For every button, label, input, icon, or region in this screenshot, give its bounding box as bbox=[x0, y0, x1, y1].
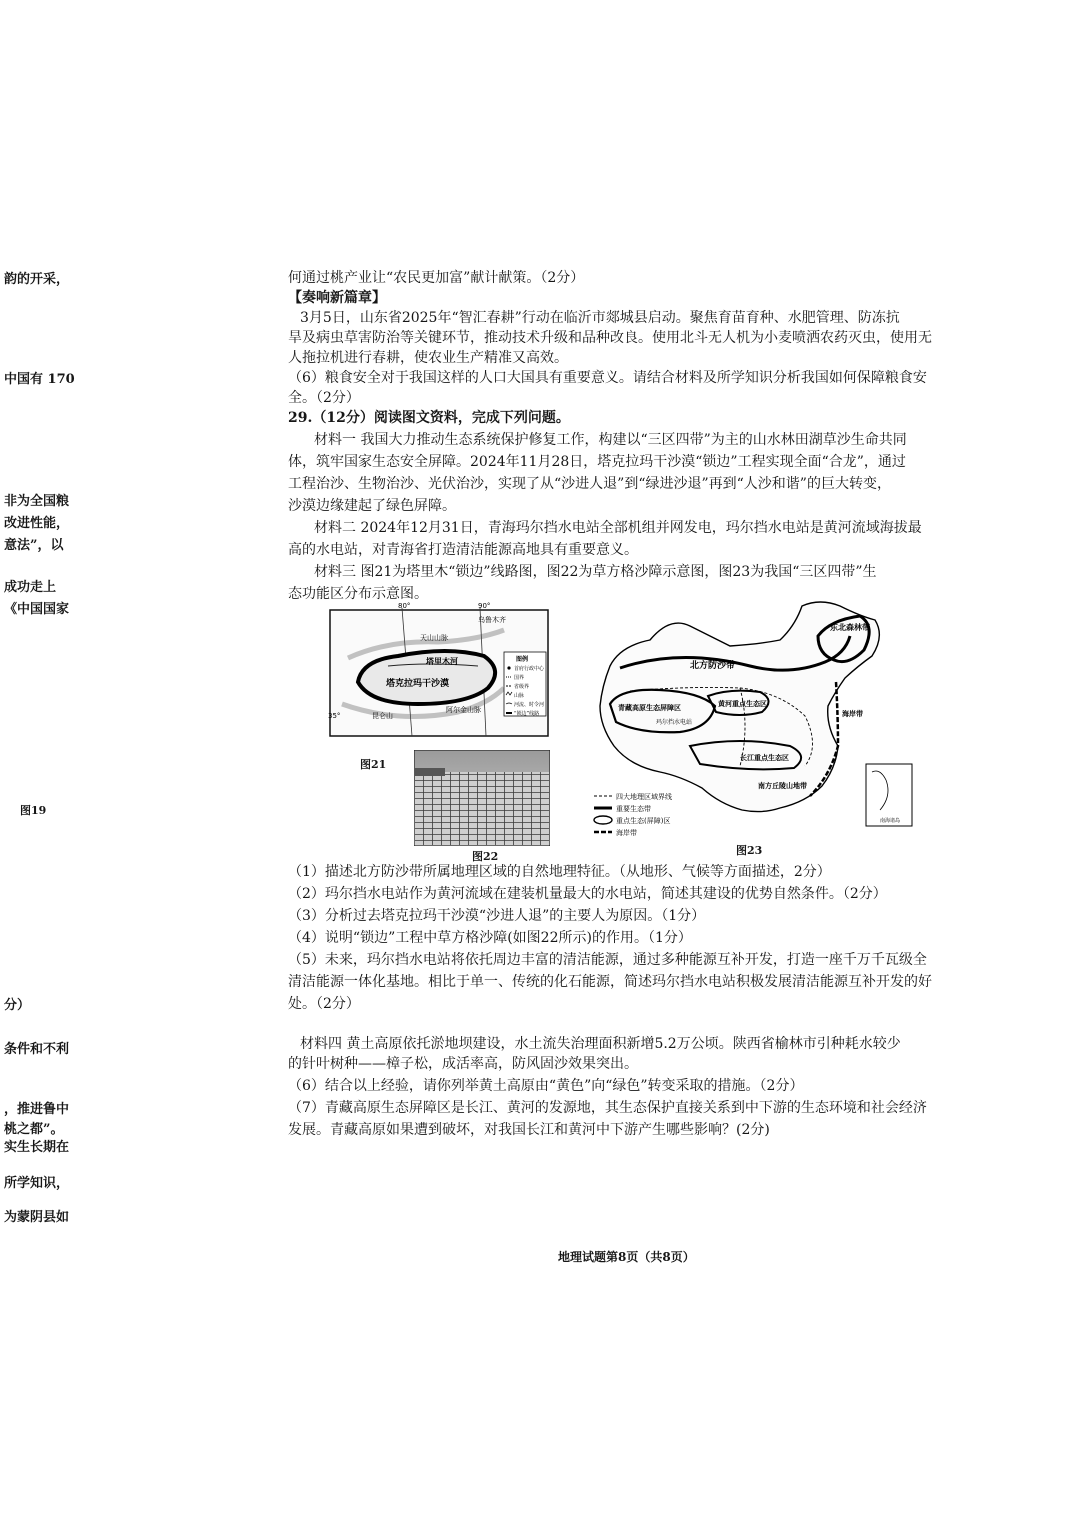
figure-22-photo bbox=[414, 750, 550, 846]
edge-text-7: 《中国国家 bbox=[4, 602, 70, 617]
edge-text-15: 为蒙阴县如 bbox=[4, 1210, 70, 1225]
edge-text-3: 非为全国粮 bbox=[4, 494, 70, 509]
material-2-line-2: 高的水电站，对青海省打造清洁能源高地具有重要意义。 bbox=[288, 542, 638, 558]
question-7-line-2: 发展。青藏高原如果遭到破坏，对我国长江和黄河中下游产生哪些影响？(2分) bbox=[288, 1122, 770, 1138]
question-6b: （6）结合以上经验，请你列举黄土高原由“黄色”向“绿色”转变采取的措施。（2分） bbox=[288, 1078, 804, 1094]
text-line-5: 人拖拉机进行春耕，使农业生产精准又高效。 bbox=[288, 350, 568, 366]
label-north-sand: 北方防沙带 bbox=[690, 661, 736, 671]
lon-label-80: 80° bbox=[398, 602, 411, 610]
label-taklimakan: 塔克拉玛干沙漠 bbox=[386, 679, 450, 689]
page-footer: 地理试题第8页（共8页） bbox=[558, 1250, 695, 1264]
label-urumqi: 乌鲁木齐 bbox=[478, 616, 506, 624]
text-line-3: 3月5日，山东省2025年“智汇春耕”行动在临沂市郯城县启动。聚焦育苗育种、水肥管理、防冻抗 bbox=[300, 310, 900, 326]
material-1-line-3: 工程治沙、生物治沙、光伏治沙，实现了从“沙进人退”到“绿进沙退”再到“人沙和谐”的巨大转变， bbox=[288, 476, 891, 492]
text-line-4: 旱及病虫草害防治等关键环节，推动技术升级和品种改良。使用北斗无人机为小麦喷洒农药灭虫，使用无 bbox=[288, 330, 932, 346]
question-29: 29.（12分）阅读图文资料，完成下列问题。 bbox=[288, 410, 570, 426]
material-4-line-2: 的针叶树种——樟子松，成活率高，防风固沙效果突出。 bbox=[288, 1056, 638, 1072]
label-south-hills: 南方丘陵山地带 bbox=[758, 782, 807, 790]
legend-capital: 首府行政中心 bbox=[514, 666, 545, 672]
inset-label: 南海诸岛 bbox=[880, 818, 901, 824]
figure-23-caption: 图23 bbox=[736, 844, 763, 857]
edge-text-9: 分） bbox=[4, 998, 31, 1013]
section-heading: 【奏响新篇章】 bbox=[288, 290, 386, 306]
edge-text-8: 图19 bbox=[20, 804, 47, 817]
question-2: （2）玛尔挡水电站作为黄河流域在建装机量最大的水电站，简述其建设的优势自然条件。（2分） bbox=[288, 886, 887, 902]
material-3-line-2: 态功能区分布示意图。 bbox=[288, 586, 428, 602]
text-line-7: 全。（2分） bbox=[288, 390, 360, 406]
material-1-line-2: 体，筑牢国家生态安全屏障。2024年11月28日，塔克拉玛干沙漠“锁边”工程实现全面“合龙”，通过 bbox=[288, 454, 906, 470]
edge-text-6: 成功走上 bbox=[4, 580, 57, 595]
label-kunlun: 昆仑山 bbox=[372, 712, 393, 720]
edge-text-4: 改进性能， bbox=[4, 516, 70, 531]
label-qt-barrier: 青藏高原生态屏障区 bbox=[618, 704, 681, 712]
material-1-line-4: 沙漠边缘建起了绿色屏障。 bbox=[288, 498, 456, 514]
label-coast: 海岸带 bbox=[842, 710, 863, 718]
legend-title: 图例 bbox=[516, 656, 529, 663]
edge-text-1: 韵的开采， bbox=[4, 272, 70, 287]
legend-border: 国界 bbox=[514, 675, 525, 681]
material-3-line-1: 材料三 图21为塔里木“锁边”线路图，图22为草方格沙障示意图，图23为我国“三区四带”生 bbox=[314, 564, 877, 580]
legend-23-belt: 重要生态带 bbox=[616, 805, 651, 813]
lon-label-90: 90° bbox=[478, 602, 491, 610]
text-line-1: 何通过桃产业让“农民更加富”献计献策。（2分） bbox=[288, 270, 585, 286]
label-tarim-river: 塔里木河 bbox=[426, 657, 458, 666]
label-yellow-river: 黄河重点生态区 bbox=[718, 700, 767, 708]
label-yangtze: 长江重点生态区 bbox=[740, 754, 789, 762]
edge-text-2: 中国有 170 bbox=[4, 372, 75, 387]
legend-lock-line: “锁边”线路 bbox=[514, 711, 540, 717]
label-altun: 阿尔金山脉 bbox=[446, 706, 481, 714]
material-1-line-1: 材料一 我国大力推动生态系统保护修复工作，构建以“三区四带”为主的山水林田湖草沙生命共同 bbox=[314, 432, 907, 448]
legend-23-zone: 重点生态(屏障)区 bbox=[616, 817, 671, 825]
figure-23-map bbox=[590, 596, 920, 836]
question-3: （3）分析过去塔克拉玛干沙漠“沙进人退”的主要人为原因。（1分） bbox=[288, 908, 706, 924]
legend-23-coast: 海岸带 bbox=[616, 829, 637, 836]
edge-text-10: 条件和不利 bbox=[4, 1042, 70, 1057]
question-4: （4）说明“锁边”工程中草方格沙障(如图22所示)的作用。（1分） bbox=[288, 930, 692, 946]
legend-mountain: 山脉 bbox=[514, 693, 525, 699]
label-ne-forest: 东北森林带 bbox=[830, 623, 870, 632]
question-1: （1）描述北方防沙带所属地理区域的自然地理特征。（从地形、气候等方面描述，2分） bbox=[288, 864, 831, 880]
question-5-line-2: 清洁能源一体化基地。相比于单一、传统的化石能源，简述玛尔挡水电站积极发展清洁能源互补开发的好 bbox=[288, 974, 932, 990]
question-5-line-1: （5）未来，玛尔挡水电站将依托周边丰富的清洁能源，通过多种能源互补开发，打造一座千万千瓦级全 bbox=[288, 952, 927, 968]
edge-text-11: ，推进鲁中 bbox=[4, 1102, 70, 1117]
material-4-line-1: 材料四 黄土高原依托淤地坝建设，水土流失治理面积新增5.2万公顷。陕西省榆林市引种耗水较少 bbox=[300, 1036, 901, 1052]
legend-river: 河流、时令河 bbox=[514, 702, 545, 708]
label-maerdang: 玛尔挡水电站 bbox=[656, 719, 693, 726]
legend-province: 省级界 bbox=[514, 684, 530, 690]
question-5-line-3: 处。（2分） bbox=[288, 996, 360, 1012]
lat-label-35: 35° bbox=[328, 712, 341, 720]
edge-text-5: 意法”，以 bbox=[4, 538, 64, 553]
edge-text-14: 所学知识， bbox=[4, 1176, 70, 1191]
legend-23-regions: 四大地理区域界线 bbox=[616, 793, 672, 801]
figure-21-map bbox=[328, 600, 550, 740]
material-2-line-1: 材料二 2024年12月31日，青海玛尔挡水电站全部机组并网发电，玛尔挡水电站是黄河流域海拔最 bbox=[314, 520, 922, 536]
question-7-line-1: （7）青藏高原生态屏障区是长江、黄河的发源地，其生态保护直接关系到中下游的生态环境和社会经济 bbox=[288, 1100, 927, 1116]
label-tianshan: 天山山脉 bbox=[420, 634, 448, 642]
figure-21-caption: 图21 bbox=[360, 758, 387, 771]
edge-text-13: 实生长期在 bbox=[4, 1140, 70, 1155]
edge-text-12: 桃之都”。 bbox=[4, 1122, 64, 1137]
figure-22-caption: 图22 bbox=[472, 850, 499, 863]
question-6: （6）粮食安全对于我国这样的人口大国具有重要意义。请结合材料及所学知识分析我国如何保障粮食安 bbox=[288, 370, 927, 386]
